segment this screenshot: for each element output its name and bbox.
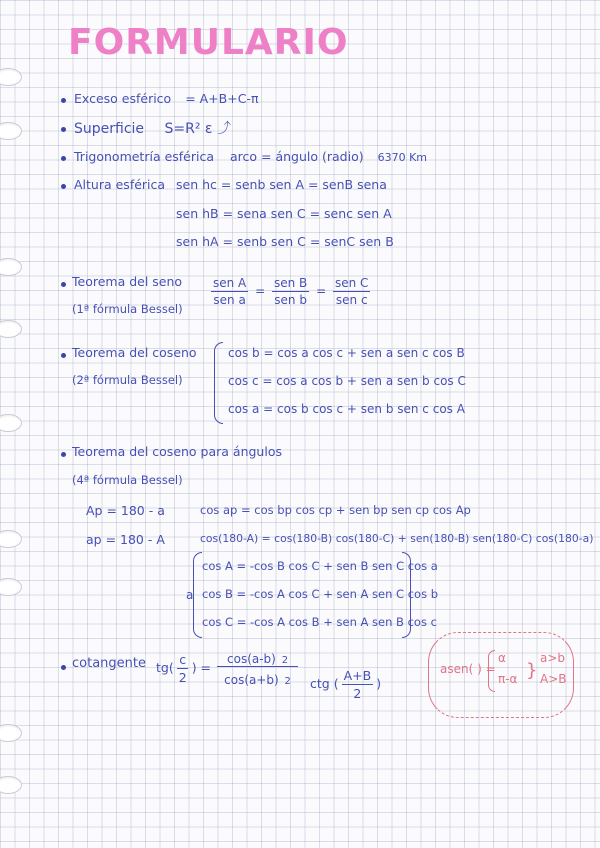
left-brace — [488, 650, 495, 692]
asen-label: asen( ) = — [440, 662, 496, 676]
fraction-num: sen A — [213, 276, 247, 290]
superficie-line — [74, 118, 231, 138]
coseno-line-3: cos a = cos b cos c + sen b sen c cos A — [228, 402, 465, 416]
fraction-den: 2 — [353, 686, 362, 701]
bullet — [61, 353, 66, 358]
equals: = — [255, 284, 266, 298]
bullet — [61, 452, 66, 457]
coseno-label: Teorema del coseno — [72, 345, 197, 360]
num-den: 2 — [281, 655, 289, 666]
ap-line-1: Ap = 180 - a — [86, 503, 165, 518]
bullet — [61, 184, 66, 189]
fraction-num: sen B — [273, 276, 308, 290]
fraction-num: A+B — [343, 668, 372, 683]
binder-hole — [0, 320, 22, 338]
tg-label: tg — [156, 660, 169, 675]
asen-opt-2: π-α — [498, 672, 518, 686]
bullet — [61, 156, 66, 161]
num-inner: cos(a-b) — [227, 652, 276, 666]
arrow-icon: ⤴ — [216, 121, 231, 137]
ctg-label: ctg — [310, 676, 330, 691]
binder-hole — [0, 122, 22, 140]
fraction-den — [222, 667, 293, 687]
seno-fractions — [208, 276, 373, 307]
left-brace — [214, 342, 223, 424]
fraction — [342, 668, 374, 701]
system-line-1: cos A = -cos B cos C + sen B sen C cos a — [202, 559, 438, 573]
angulos-label: Teorema del coseno para ángulos — [72, 444, 282, 459]
angulos-sub: (4ª fórmula Bessel) — [72, 473, 183, 487]
bullet — [61, 282, 66, 287]
binder-hole — [0, 414, 22, 432]
fraction — [272, 276, 309, 307]
seno-label: Teorema del seno — [72, 274, 183, 289]
superficie-label: Superficie — [74, 121, 145, 137]
angulos-line-1: cos ap = cos bp cos cp + sen bp sen cp cos Ap — [200, 503, 471, 517]
cotangente-label: cotangente — [72, 656, 146, 671]
fraction-num — [217, 652, 298, 667]
binder-hole — [0, 258, 22, 276]
binder-hole — [0, 724, 22, 742]
fraction-den: sen b — [274, 293, 307, 307]
cotangente-formula: tg( $\frac{c}{2}$ ) = — [156, 652, 212, 685]
exceso-label: Exceso esférico — [74, 91, 172, 106]
superficie-formula: S=R² ε — [164, 121, 213, 137]
trig-label: Trigonometría esférica — [74, 149, 215, 164]
altura-line-3: sen hA = senb sen C = senC sen B — [176, 234, 394, 249]
page-title: FORMULARIO — [68, 22, 349, 63]
left-brace — [193, 552, 202, 638]
seno-sub: (1ª fórmula Bessel) — [72, 302, 183, 316]
bullet — [61, 665, 66, 670]
altura-line-1: sen hc = senb sen A = senB sena — [176, 177, 387, 192]
ap-line-2: ap = 180 - A — [86, 532, 165, 547]
fraction-num: sen C — [335, 276, 369, 290]
cotangente-main-fraction — [214, 652, 301, 687]
fraction-den: 2 — [178, 670, 187, 685]
asen-cond-1: a>b — [540, 651, 566, 665]
coseno-sub: (2ª fórmula Bessel) — [72, 373, 183, 387]
fraction — [177, 652, 189, 685]
binder-hole — [0, 68, 22, 86]
equals: = — [316, 284, 327, 298]
trig-note: 6370 Km — [377, 151, 428, 164]
asen-cond-2: A>B — [540, 672, 567, 686]
fraction-num: c — [179, 652, 187, 667]
coseno-line-2: cos c = cos a cos b + sen a sen b cos C — [228, 374, 466, 388]
system-line-2: cos B = -cos A cos C + sen A sen C cos b — [202, 587, 439, 601]
bullet — [61, 127, 66, 132]
altura-line-2: sen hB = sena sen C = senc sen A — [176, 206, 392, 221]
altura-label: Altura esférica — [74, 177, 166, 192]
fraction — [217, 652, 298, 687]
asen-opt-1: α — [498, 651, 506, 665]
fraction — [333, 276, 370, 307]
fraction — [211, 276, 248, 307]
angulos-line-2: cos(180-A) = cos(180-B) cos(180-C) + sen(180-B) sen(180-C) cos(180-a) — [200, 532, 594, 545]
coseno-line-1: cos b = cos a cos c + sen a sen c cos B — [228, 346, 465, 360]
system-line-3: cos C = -cos A cos B + sen A sen B cos c — [202, 615, 437, 629]
system-prefix: a — [186, 588, 194, 602]
exceso-line — [74, 91, 258, 106]
den-inner: cos(a+b) — [224, 673, 279, 687]
binder-hole — [0, 776, 22, 794]
fraction-den: sen c — [335, 293, 368, 307]
binder-hole — [0, 530, 22, 548]
bullet — [61, 98, 66, 103]
right-curly-icon: } — [526, 660, 538, 681]
den-den: 2 — [284, 676, 291, 687]
fraction-den: sen a — [213, 293, 246, 307]
trig-line — [74, 149, 427, 164]
binder-hole — [0, 578, 22, 596]
ctg-formula: ctg ( $\frac{A+B}{2}$ ) — [310, 668, 382, 701]
exceso-formula: = A+B+C-π — [185, 91, 259, 106]
trig-formula: arco = ángulo (radio) — [230, 149, 364, 164]
